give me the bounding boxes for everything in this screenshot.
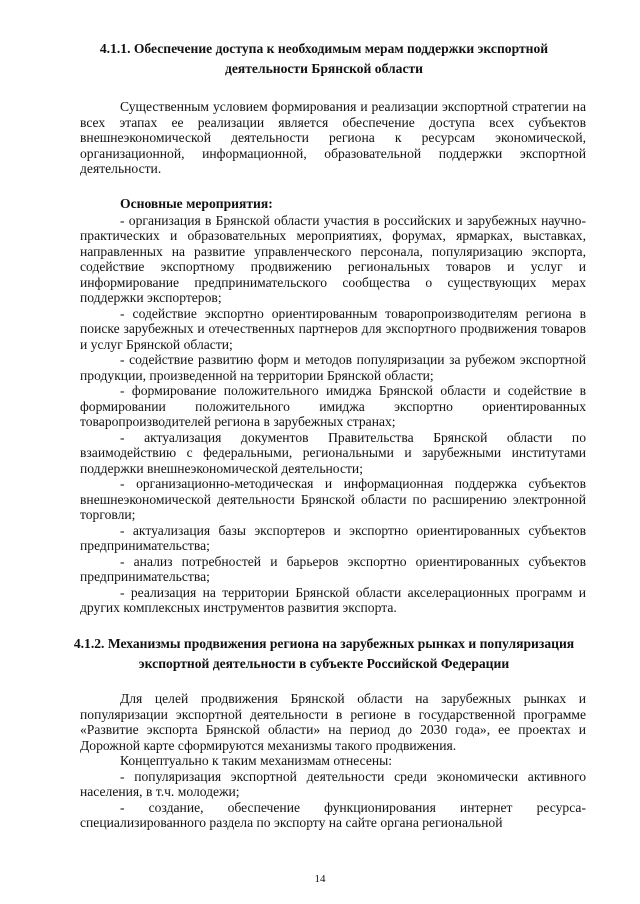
paragraph-text: Для целей продвижения Брянской области на зарубежных рынках и популяризации экспортной деятельности в регионе в государственной программе «Развитие экспорта Брянской области» на период до 2030 года», ее проектах и Дорожной карте сформируются механизмы такого продвижения. [80,691,586,753]
page-number: 14 [314,873,326,885]
measure-item: - содействие экспортно ориентированным товаропроизводителям региона в поиске зарубежных и отечественных партнеров для экспортного продвижения товаров и услуг Брянской области; [80,305,586,352]
measures-subheading: Основные мероприятия: [120,196,273,211]
mechanism-item: - создание, обеспечение функционирования интернет ресурса-специализированного раздела по экспорту на сайте органа региональной [80,799,586,830]
measure-item: - формирование положительного имиджа Брянской области и содействие в формировании положительного имиджа экспортно ориентированных товаропроизводителей региона в зарубежных странах; [80,383,586,429]
mechanism-item: - популяризация экспортной деятельности среди экономически активного населения, в т.ч. молодежи; [80,768,586,799]
section-heading-4-1-1: 4.1.1. Обеспечение доступа к необходимым мерам поддержки экспортной деятельности Брянской области [99,41,549,76]
main-measures-section [80,196,586,616]
paragraph-text: Концептуально к таким механизмам отнесены: [120,753,393,768]
measure-item: - анализ потребностей и барьеров экспортно ориентированных субъектов предпринимательства; [80,553,586,584]
measure-item: - организация в Брянской области участия в российских и зарубежных научно-практических и образовательных мероприятиях, форумах, ярмарках, выставках, направленных на развитие управленческого персонала, популяризацию экспорта, содействие экспортному продвижению региональных товаров и услуг и информирование предпринимательского сообщества о существующих мерах поддержки экспортеров; [80,212,586,305]
measure-item: - реализация на территории Брянской области акселерационных программ и других комплексных инструментов развития экспорта. [80,584,586,615]
mechanisms-section [80,691,586,831]
measure-item: - содействие развитию форм и методов популяризации за рубежом экспортной продукции, произведенной на территории Брянской области; [80,352,586,383]
measure-item: - организационно-методическая и информационная поддержка субъектов внешнеэкономической деятельности Брянской области по расширению электронной торговли; [80,476,586,522]
paragraph-text: Существенным условием формирования и реализации экспортной стратегии на всех этапах ее реализации является обеспечение доступа всех субъектов внешнеэкономической деятельности региона к ресурсам экономической, организационной, информационной, образовательной поддержки экспортной деятельности. [80,99,586,176]
measure-item: - актуализация документов Правительства Брянской области по взаимодействию с федеральными, региональными и зарубежными институтами поддержки внешнеэкономической деятельности; [80,429,586,476]
section-heading-4-1-2: 4.1.2. Механизмы продвижения региона на зарубежных рынках и популяризация экспортной деятельности в субъекте Российской Федерации [73,636,575,671]
measure-item: - актуализация базы экспортеров и экспортно ориентированных субъектов предпринимательства; [80,522,586,553]
intro-paragraph [80,99,586,177]
